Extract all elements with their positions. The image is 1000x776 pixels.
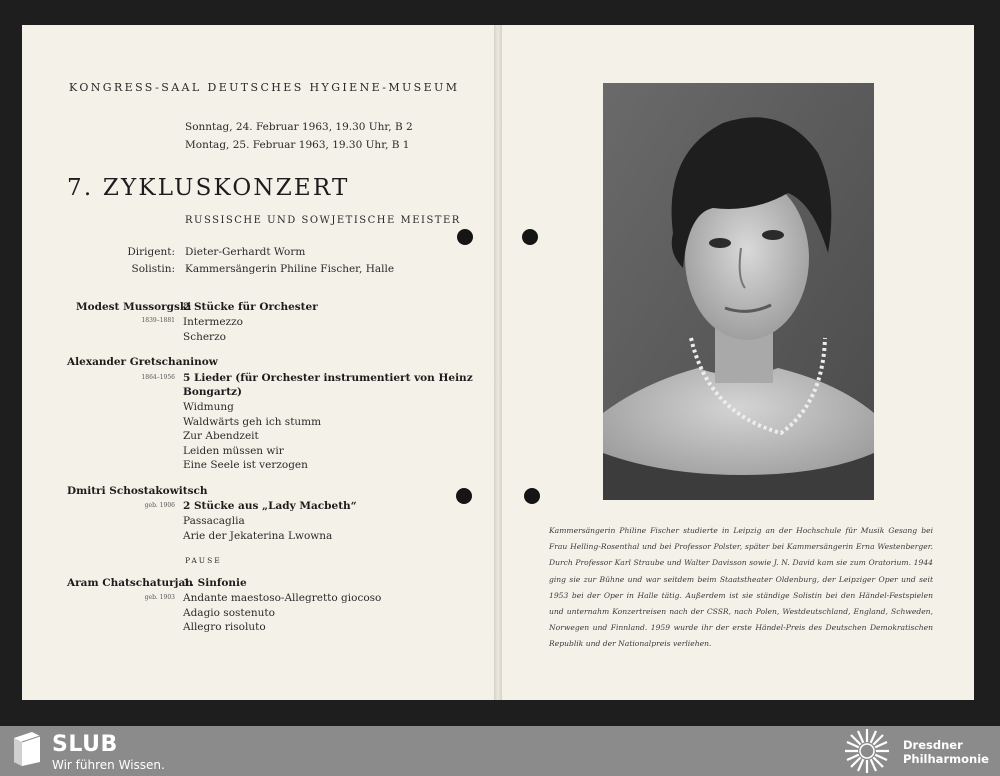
intermission-label: PAUSE [185,556,222,565]
movement: Adagio sostenuto [183,607,275,619]
movement: Arie der Jekaterina Lwowna [183,530,333,542]
portrait-illustration [603,83,874,500]
movement: Leiden müssen wir [183,445,284,457]
work-title: 2 Stücke aus „Lady Macbeth“ [183,500,357,512]
movement: Allegro risoluto [183,621,266,633]
work-title: 2 Stücke für Orchester [183,301,318,313]
conductor-label: Dirigent: [127,246,175,258]
composer-name: Alexander Gretschaninow [67,356,218,368]
composer-name: Modest Mussorgski [76,301,192,313]
composer-name: Dmitri Schostakowitsch [67,485,208,497]
venue-heading: KONGRESS-SAAL DEUTSCHES HYGIENE-MUSEUM [69,81,460,94]
conductor-name: Dieter-Gerhardt Worm [185,246,306,258]
movement: Zur Abendzeit [183,430,259,442]
movement: Intermezzo [183,316,243,328]
slub-tagline: Wir führen Wissen. [52,758,165,772]
punch-hole [457,229,473,245]
work-title: 5 Lieder (für Orchester instrumentiert von Heinz [183,372,473,384]
punch-hole [524,488,540,504]
soloist-portrait-photo [603,83,874,500]
composer-name: Aram Chatschaturjan [67,577,193,589]
concert-title: 7. ZYKLUSKONZERT [67,175,350,201]
concert-date-1: Sonntag, 24. Februar 1963, 19.30 Uhr, B 2 [185,121,413,133]
concert-subtitle: RUSSISCHE UND SOWJETISCHE MEISTER [185,215,461,226]
punch-hole [522,229,538,245]
composer-years: 1839–1881 [141,317,175,324]
page-gutter [494,25,502,700]
soloist-name: Kammersängerin Philine Fischer, Halle [185,263,395,275]
composer-years: geb. 1903 [144,594,175,601]
movement: Passacaglia [183,515,245,527]
composer-years: 1864–1956 [141,374,175,381]
concert-date-2: Montag, 25. Februar 1963, 19.30 Uhr, B 1 [185,139,410,151]
movement: Scherzo [183,331,226,343]
footer-bar [0,726,1000,776]
soloist-biography-caption: Kammersängerin Philine Fischer studierte in Leipzig an der Hochschule für Musik Gesang bei Frau Helling-Rosenthal und bei Professor Polster, später bei Kammersängerin Erna Westenberger. Durch Professor Karl Straube und Walter Davisson sowie J. N. David kam sie zum Oratorium. 1944 ging sie zur Bühne und war seitdem beim Staatstheater Oldenburg, der Leipziger Oper und seit 1953 bei der Oper in Halle tätig. Außerdem ist sie ständige Solistin bei den Händel-Festspielen und unternahm Konzertreisen nach der CSSR, nach Polen, Westdeutschland, England, Schweden, Norwegen und Finnland. 1959 wurde ihr der erste Händel-Preis des Deutschen Demokratischen Republik und der Nationalpreis verliehen. [549,526,933,649]
slub-logo-icon [12,730,42,766]
punch-hole [456,488,472,504]
movement: Widmung [183,401,234,413]
soloist-label: Solistin: [131,263,175,275]
work-title-continued: Bongartz) [183,386,242,398]
movement: Eine Seele ist verzogen [183,459,308,471]
work-title: 1. Sinfonie [183,577,247,589]
partner-name-line1: Dresdner [903,738,963,752]
movement: Andante maestoso-Allegretto giocoso [183,592,382,604]
partner-name-line2: Philharmonie [903,752,989,766]
philharmonie-sun-logo-icon [842,727,892,775]
composer-years: geb. 1906 [144,502,175,509]
slub-title: SLUB [52,732,118,757]
movement: Waldwärts geh ich stumm [183,416,322,428]
